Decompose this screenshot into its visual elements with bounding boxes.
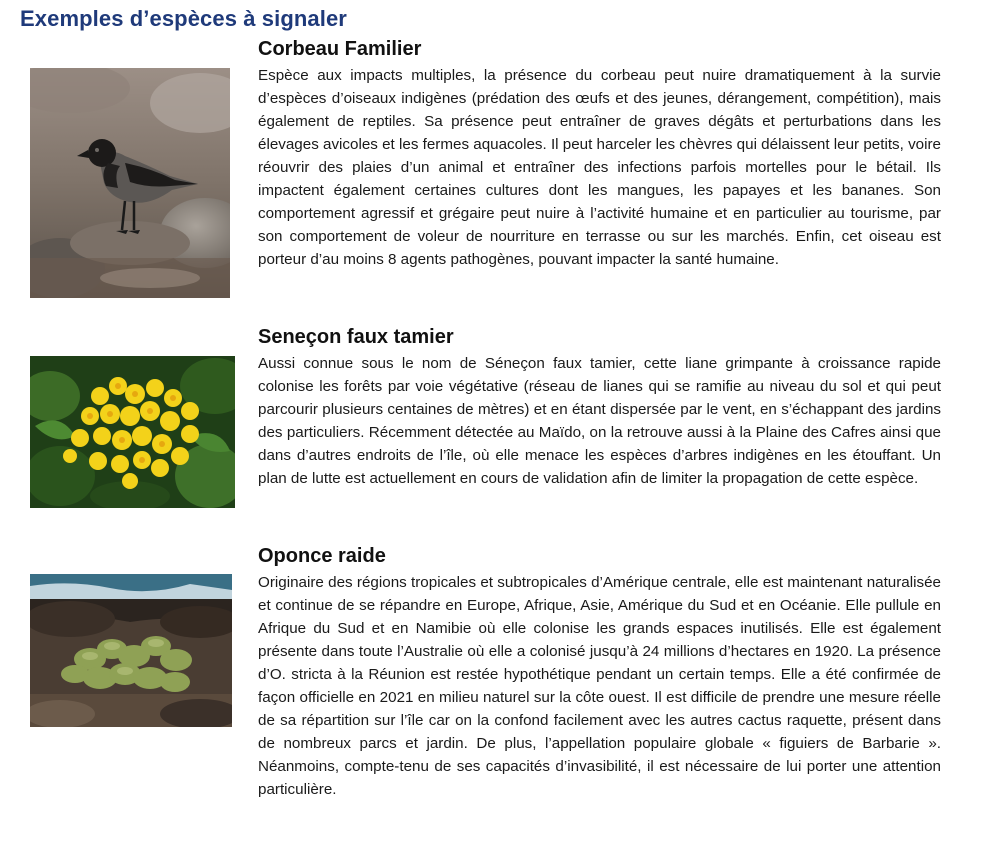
cactus-photo: [30, 574, 232, 727]
crow-photo: [30, 68, 230, 298]
species-title: Seneçon faux tamier: [258, 326, 454, 348]
species-title: Oponce raide: [258, 545, 386, 567]
page-title: Exemples d’espèces à signaler: [20, 6, 347, 31]
species-description: Espèce aux impacts multiples, la présence du corbeau peut nuire dramatiquement à la survie d’espèces d’oiseaux indigènes (prédation des œufs et des jeunes, dérangement, compétition), mais également de reptiles. Sa présence peut entraîner de graves dégâts et perturbations dans les élevages avicoles et les fermes aquacoles. Il peut harceler les chèvres qui délaissent leur petits, voire réouvrir des plaies d’un animal et entraîner des infections parfois mortelles pour le bétail. Ils impactent également certaines cultures dont les mangues, les papayes et les bananes. Son comportement agressif et grégaire peut nuire à l’activité humaine et en particulier au tourisme, par son comportement de voleur de nourriture en terrasse ou sur les marchés. Enfin, cet oiseau est porteur d’au moins 8 agents pathogènes, pouvant impacter la santé humaine.: [258, 67, 941, 268]
species-description: Originaire des régions tropicales et subtropicales d’Amérique centrale, elle est maintenant naturalisée et continue de se répandre en Europe, Afrique, Asie, Amérique du Sud et en Océanie. Elle pullule en Afrique du Sud et en Namibie où elle colonise les grands espaces inutilisés. Elle est également présente dans toute l’Australie où elle a colonisé jusqu’à 24 millions d’hectares en 1920. La présence d’O. stricta à la Réunion est restée hypothétique pendant un certain temps. Elle a été confirmée de façon officielle en 2021 en milieu naturel sur la côte ouest. Il est difficile de prendre une mesure réelle de sa répartition sur l’île car on la confond facilement avec les autres cactus raquette, présent dans de nombreux parcs et jardin. De plus, l’appellation populaire globale « figuiers de Barbarie ». Néanmoins, compte-tenu de ses capacités d’invasibilité, il est nécessaire de lui porter une attention particulière.: [258, 574, 941, 798]
species-title: Corbeau Familier: [258, 38, 422, 60]
species-description: Aussi connue sous le nom de Séneçon faux tamier, cette liane grimpante à croissance rapide colonise les forêts par voie végétative (réseau de lianes qui se ramifie au niveau du sol et qui peut parcourir plusieurs centaines de mètres) et en étant dispersée par le vent, en s’échappant des jardins des particuliers. Récemment détectée au Maïdo, on la retrouve aussi à la Plaine des Cafres ainsi que dans d’autres endroits de l’île, où elle menace les espèces d’arbres indigènes en les étouffant. Un plan de lutte est actuellement en cours de validation afin de limiter la propagation de cette espèce.: [258, 355, 941, 487]
yellow-flowers-photo: [30, 356, 235, 508]
